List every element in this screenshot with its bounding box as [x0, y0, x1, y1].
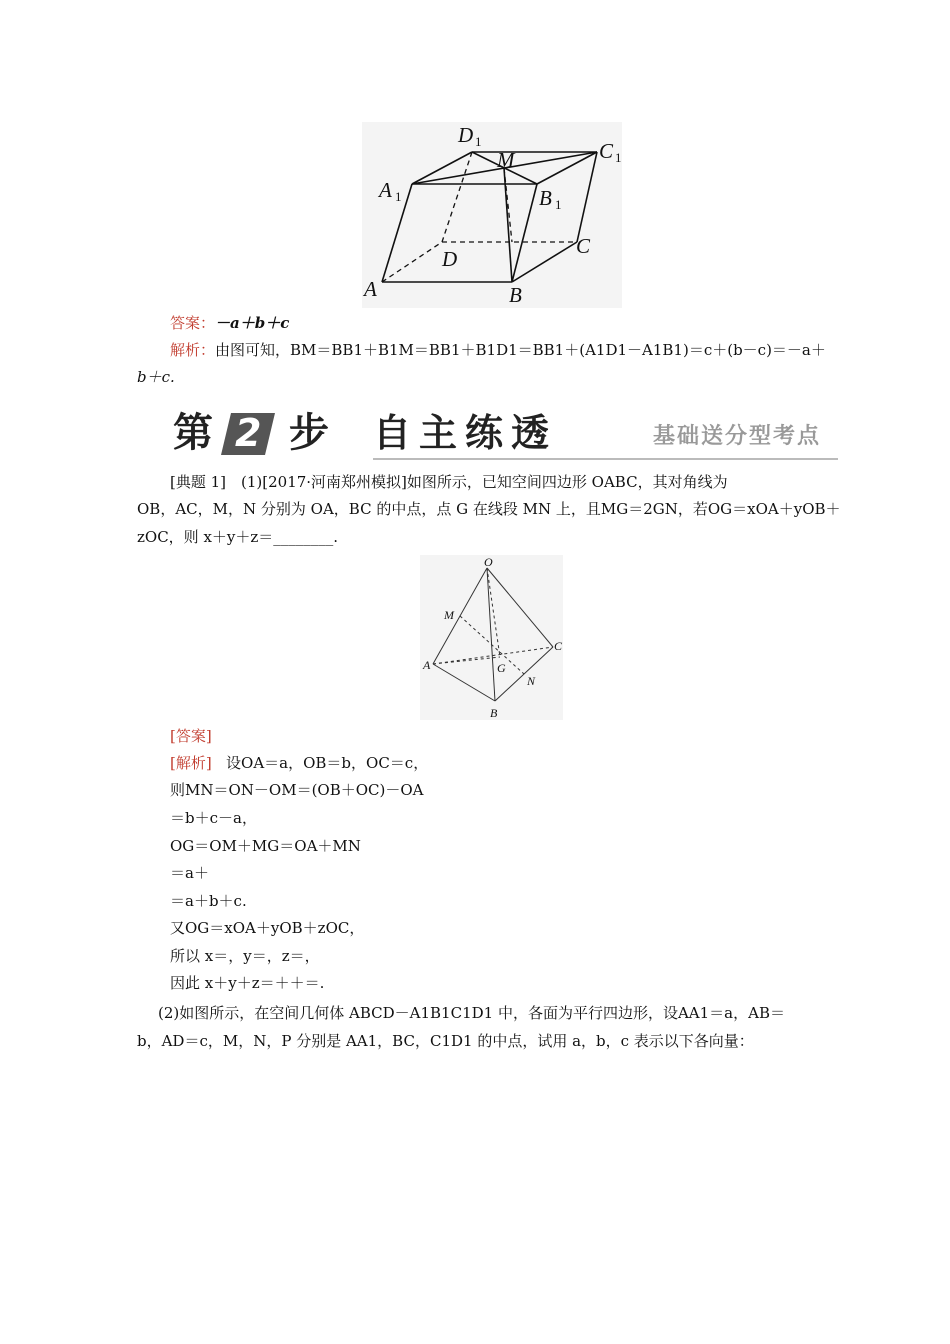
problem1-line3: zOC，则 x＋y＋z＝________.	[137, 528, 339, 546]
solution-line1	[170, 753, 428, 773]
solution-answer-label: [答案]	[170, 727, 212, 745]
solution-line2: 则MN＝ON－OM＝(OB＋OC)－OA	[170, 781, 424, 799]
answer-1	[170, 313, 289, 333]
label-N: N	[527, 674, 536, 688]
section-banner	[173, 405, 838, 461]
solution-line6: ＝a＋b＋c.	[170, 892, 247, 910]
label-B: B	[490, 706, 498, 720]
analysis-1-line2: b＋c.	[137, 368, 175, 386]
problem2-line2: b，AD＝c，M，N，P 分别是 AA1，BC，C1D1 的中点，试用 a，b，c 表示以下各向量：	[137, 1032, 754, 1050]
tetrahedron-figure	[420, 555, 563, 720]
solution-analysis-label: [解析]	[170, 754, 212, 772]
label-C: C	[554, 639, 563, 653]
answer-expr: －a＋b＋c	[215, 314, 290, 332]
analysis-label: 解析：	[170, 341, 216, 359]
problem1-line2: OB，AC，M，N 分别为 OA，BC 的中点，点 G 在线段 MN 上，且MG＝2GN，若OG＝xOA＋yOB＋	[137, 500, 841, 518]
label-O: O	[484, 555, 493, 569]
label-A: A	[364, 277, 377, 301]
parallelepiped-figure	[362, 122, 622, 308]
label-M: M	[444, 608, 454, 622]
label-D1: D	[458, 123, 474, 147]
analysis-1-line1	[170, 340, 826, 360]
solution-line4: OG＝OM＋MG＝OA＋MN	[170, 837, 361, 855]
banner-prefix: 第	[173, 410, 213, 456]
banner-suffix: 步	[289, 410, 329, 456]
label-B1: B	[539, 186, 552, 210]
answer-label: 答案：	[170, 314, 216, 332]
label-sub: 1	[395, 189, 402, 204]
solution-line9: 因此 x＋y＋z＝＋＋＝.	[170, 974, 325, 992]
banner-title: 自主练透	[373, 411, 558, 455]
analysis-text: 由图可知，BM＝BB1＋B1M＝BB1＋B1D1＝BB1＋(A1D1－A1B1)＝c＋(b－c)＝－a＋	[215, 341, 826, 359]
label-D: D	[442, 247, 458, 271]
label-sub: 1	[555, 197, 562, 212]
label-C1: C	[599, 139, 614, 163]
label-A1: A	[379, 178, 392, 202]
solution-line7: 又OG＝xOA＋yOB＋zOC，	[170, 919, 365, 937]
label-A: A	[423, 658, 431, 672]
problem2-line1: (2)如图所示，在空间几何体 ABCD－A1B1C1D1 中，各面为平行四边形，设AA1＝a，AB＝	[158, 1004, 785, 1022]
label-G: G	[497, 661, 506, 675]
label-sub: 1	[615, 150, 622, 165]
banner-underline	[373, 458, 838, 460]
label-M: M	[497, 148, 515, 172]
solution-line3: ＝b＋c－a，	[170, 809, 257, 827]
label-C: C	[576, 234, 591, 258]
problem1-line1: [典题 1] (1)[2017·河南郑州模拟]如图所示，已知空间四边形 OABC，其对角线为	[170, 473, 728, 491]
label-B: B	[509, 283, 522, 307]
solution-text: 设OA＝a，OB＝b，OC＝c，	[226, 754, 429, 772]
banner-right-label: 基础送分型考点	[653, 424, 822, 449]
banner-number: 2	[235, 411, 262, 455]
solution-line5: ＝a＋	[170, 864, 209, 882]
solution-line8: 所以 x＝，y＝，z＝，	[170, 947, 320, 965]
label-sub: 1	[475, 134, 482, 149]
